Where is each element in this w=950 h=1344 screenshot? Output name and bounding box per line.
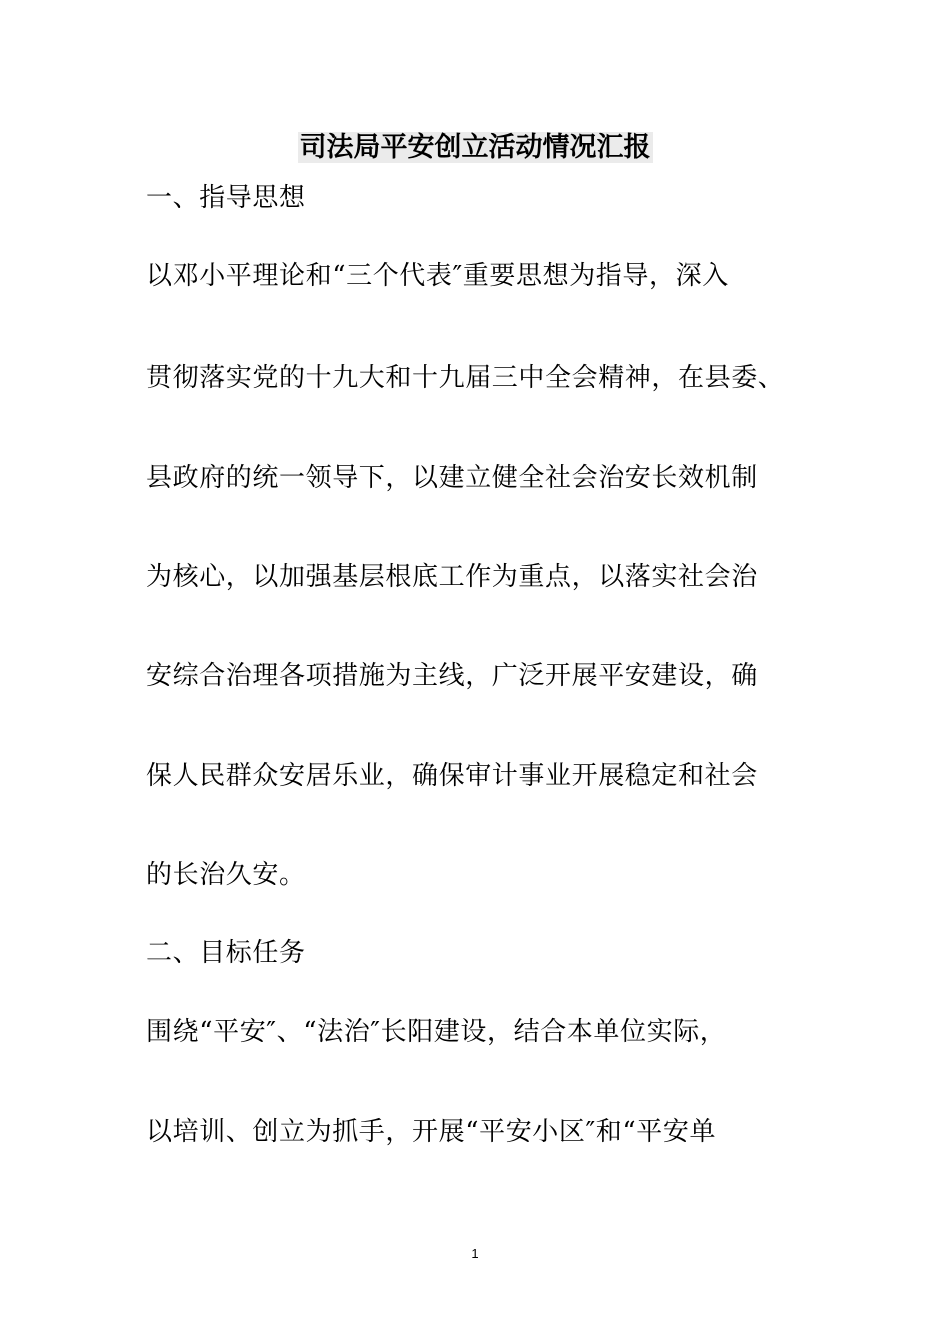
page-number: 1 — [471, 1246, 479, 1261]
paragraph-line: 贯彻落实党的十九大和十九届三中全会精神，在县委、 — [146, 363, 785, 393]
paragraph-line: 为核心，以加强基层根底工作为重点，以落实社会治 — [146, 562, 758, 592]
paragraph-line: 围绕“平安″、“法治″长阳建设，结合本单位实际， — [146, 1017, 727, 1047]
document-title-text: 司法局平安创立活动情况汇报 — [299, 132, 651, 163]
paragraph-line: 的长治久安。 — [146, 860, 306, 890]
section-heading-guiding-ideology: 一、指导思想 — [146, 183, 306, 213]
paragraph-line: 县政府的统一领导下，以建立健全社会治安长效机制 — [146, 463, 758, 493]
document-title — [0, 128, 950, 168]
paragraph-line: 保人民群众安居乐业，确保审计事业开展稳定和社会 — [146, 761, 758, 791]
section-heading-target-tasks: 二、目标任务 — [146, 938, 306, 968]
paragraph-line: 以培训、创立为抓手，开展“平安小区″和“平安单 — [146, 1117, 717, 1147]
paragraph-line: 安综合治理各项措施为主线，广泛开展平安建设，确 — [146, 661, 758, 691]
paragraph-line: 以邓小平理论和“三个代表″重要思想为指导，深入 — [146, 261, 729, 291]
